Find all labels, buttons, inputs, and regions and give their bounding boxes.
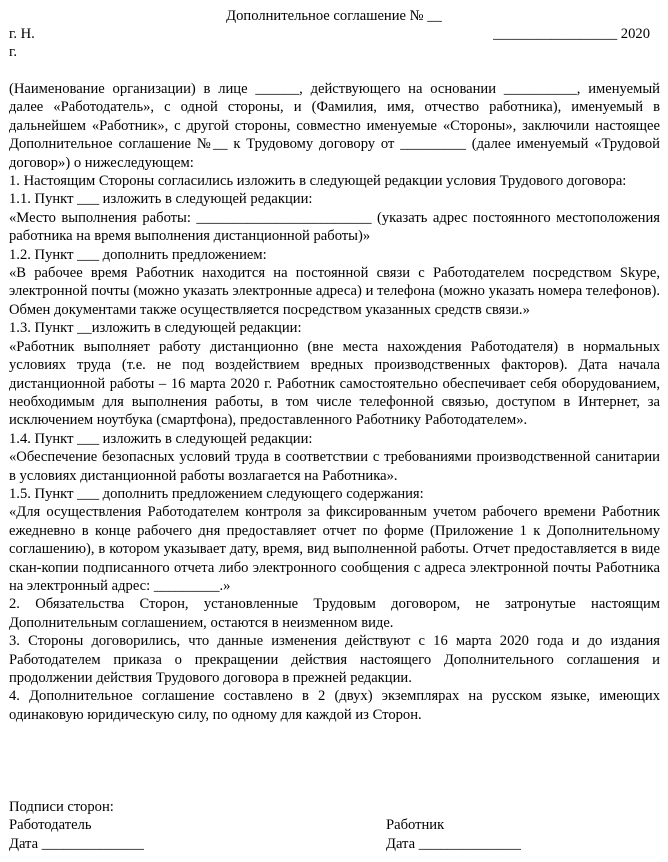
signatures-dates-row	[9, 835, 660, 853]
clause-1-4-text: «Обеспечение безопасных условий труда в соответствии с требованиями производственной санитарии в условиях дистанционной работы возлагается на Работника».	[9, 449, 660, 484]
clause-1-3-text: «Работник выполняет работу дистанционно (вне места нахождения Работодателя) в нормальных условиях труда (т.е. не под воздействием вредных производственных факторов). Дата начала дистанционной работы – 16 марта 2020 г. Работник самостоятельно обеспечивает себя оборудованием, необходимым для выполнения работы, в том числе телефонной связью, доступом в Интернет, за исключением ноутбука (смартфона), предоставленного Работнику Работодателем».	[9, 338, 660, 429]
employer-label: Работодатель	[9, 817, 92, 834]
clause-1-2-text: «В рабочее время Работник находится на постоянной связи с Работодателем посредством Skype, электронной почты (можно указать электронные адреса) и телефона (можно указать номера телефонов). Обмен документами также осуществляется посредством указанных средств связи.»	[9, 265, 660, 318]
employee-date: Дата ______________	[386, 835, 521, 852]
employee-label: Работник	[386, 817, 445, 834]
document-body	[9, 80, 660, 724]
clause-1-5-heading: 1.5. Пункт ___ дополнить предложением следующего содержания:	[9, 485, 424, 502]
document-city: г. Н. г.	[9, 26, 35, 61]
signatures-heading: Подписи сторон:	[9, 799, 114, 815]
clause-1-4-heading: 1.4. Пункт ___ изложить в следующей редакции:	[9, 430, 313, 447]
clause-1-5-text: «Для осуществления Работодателем контроля за фиксированным учетом рабочего времени Работник ежедневно в конце рабочего дня предоставляет отчет по форме (Приложение 1 к Дополнительному соглашению), в котором указывает дату, время, вид выполненной работы. Отчет предоставляется в виде скан-копии подписанного отчета либо электронного сообщения с адреса электронной почты Работника на электронный адрес: _________.»	[9, 504, 660, 594]
clause-1-1-text: «Место выполнения работы: ________________________ (указать адрес постоянного местоположения работника на время выполнения дистанционной работы)»	[9, 209, 660, 245]
document-title: Дополнительное соглашение № __	[226, 8, 442, 24]
clause-1-paragraph: 1. Настоящим Стороны согласились изложить в следующей редакции условия Трудового договора:	[9, 173, 627, 190]
clause-2-paragraph: 2. Обязательства Сторон, установленные Трудовым договором, не затронутые настоящим Дополнительным соглашением, остаются в неизменном виде.	[9, 596, 660, 631]
clause-1-2-heading: 1.2. Пункт ___ дополнить предложением:	[9, 246, 267, 263]
preamble-paragraph: (Наименование организации) в лице ______, действующего на основании __________, именуемый далее «Работодатель», с одной стороны, и (Фамилия, имя, отчество работника), именуемый в дальнейшем «Работник», с другой стороны, совместно именуемые «Стороны», заключили настоящее Дополнительное соглашение №__ к Трудовому договору от _________ (далее именуемый «Трудовой договор») о нижеследующем:	[9, 81, 660, 171]
signatures-block	[9, 798, 660, 853]
clause-3-paragraph: 3. Стороны договорились, что данные изменения действуют с 16 марта 2020 года и до издания Работодателем приказа о прекращении действия настоящего Дополнительного соглашения и продолжении действия Трудового договора в прежней редакции.	[9, 633, 660, 686]
document-date: _________________ 2020	[493, 26, 650, 42]
employer-date: Дата ______________	[9, 835, 144, 852]
clause-1-1-heading: 1.1. Пункт ___ изложить в следующей редакции:	[9, 191, 313, 208]
clause-4-paragraph: 4. Дополнительное соглашение составлено в 2 (двух) экземплярах на русском языке, имеющих одинаковую юридическую силу, по одному для каждой из Сторон.	[9, 688, 660, 723]
clause-1-3-heading: 1.3. Пункт __изложить в следующей редакции:	[9, 320, 302, 337]
signatures-labels-row	[9, 816, 660, 834]
